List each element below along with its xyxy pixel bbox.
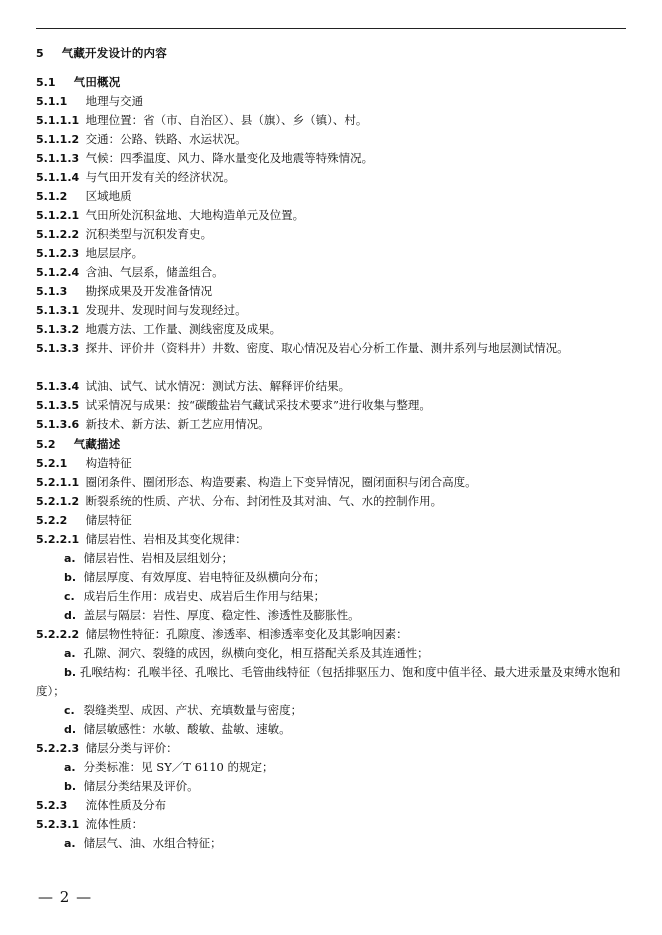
clause bbox=[36, 301, 628, 320]
clause-number: 5.1.3.3 bbox=[36, 342, 80, 355]
clause bbox=[36, 492, 628, 511]
clause bbox=[36, 320, 628, 339]
clause-text: 新技术、新方法、新工艺应用情况。 bbox=[85, 417, 270, 431]
clause-text: 储层岩性、岩相及其变化规律： bbox=[85, 532, 247, 546]
subsection-number: 5.2.2 bbox=[36, 514, 68, 527]
subsection-title: 地理与交通 bbox=[85, 94, 144, 108]
subsection-number: 5.1.1 bbox=[36, 95, 68, 108]
clause-text: 交通：公路、铁路、水运状况。 bbox=[85, 132, 247, 146]
chapter-title: 气藏开发设计的内容 bbox=[61, 46, 167, 60]
clause bbox=[36, 111, 628, 130]
clause bbox=[36, 339, 628, 358]
clause-text: 含油、气层系，储盖组合。 bbox=[85, 265, 224, 279]
clause-text: 与气田开发有关的经济状况。 bbox=[85, 170, 236, 184]
clause-text: 试油、试气、试水情况：测试方法、解释评价结果。 bbox=[85, 379, 351, 393]
list-item bbox=[36, 663, 628, 701]
clause-number: 5.1.3.4 bbox=[36, 380, 80, 393]
list-item bbox=[64, 758, 624, 777]
clause-text: 气田所处沉积盆地、大地构造单元及位置。 bbox=[85, 208, 305, 222]
clause-number: 5.1.1.4 bbox=[36, 171, 80, 184]
clause bbox=[36, 473, 628, 492]
subsection-heading bbox=[36, 796, 628, 815]
clause-text: 探井、评价井（资料井）井数、密度、取心情况及岩心分析工作量、测井系列与地层测试情况。 bbox=[85, 341, 569, 355]
section-heading bbox=[36, 435, 628, 454]
subsection-number: 5.1.2 bbox=[36, 190, 68, 203]
subsection-heading bbox=[36, 187, 628, 206]
list-letter: b. bbox=[64, 666, 77, 679]
clause-number: 5.2.1.2 bbox=[36, 495, 80, 508]
clause bbox=[36, 625, 628, 644]
chapter-heading bbox=[36, 44, 628, 63]
list-text: 盖层与隔层：岩性、厚度、稳定性、渗透性及膨胀性。 bbox=[83, 608, 360, 622]
clause-text: 发现井、发现时间与发现经过。 bbox=[85, 303, 247, 317]
clause-number: 5.2.2.1 bbox=[36, 533, 80, 546]
list-text: 孔隙、洞穴、裂缝的成因，纵横向变化，相互搭配关系及其连通性； bbox=[83, 646, 429, 660]
list-item bbox=[64, 834, 624, 853]
list-item bbox=[64, 606, 624, 625]
clause bbox=[36, 739, 628, 758]
subsection-number: 5.1.3 bbox=[36, 285, 68, 298]
clause bbox=[36, 168, 628, 187]
clause-text: 地震方法、工作量、测线密度及成果。 bbox=[85, 322, 282, 336]
clause-number: 5.1.2.2 bbox=[36, 228, 80, 241]
clause bbox=[36, 377, 628, 396]
clause-text: 断裂系统的性质、产状、分布、封闭性及其对油、气、水的控制作用。 bbox=[85, 494, 443, 508]
clause-text: 地层层序。 bbox=[85, 246, 144, 260]
clause bbox=[36, 263, 628, 282]
clause-number: 5.1.3.1 bbox=[36, 304, 80, 317]
clause-number: 5.1.3.5 bbox=[36, 399, 80, 412]
list-letter: a. bbox=[64, 761, 76, 774]
subsection-title: 勘探成果及开发准备情况 bbox=[85, 284, 213, 298]
section-number: 5.1 bbox=[36, 76, 56, 89]
list-letter: d. bbox=[64, 609, 77, 622]
clause bbox=[36, 149, 628, 168]
list-letter: c. bbox=[64, 704, 75, 717]
subsection-title: 构造特征 bbox=[85, 456, 132, 470]
clause-text: 圈闭条件、圈闭形态、构造要素、构造上下变异情况，圈闭面积与闭合高度。 bbox=[85, 475, 477, 489]
list-item bbox=[64, 720, 624, 739]
clause-number: 5.2.2.3 bbox=[36, 742, 80, 755]
clause-text: 地理位置：省（市、自治区）、县（旗）、乡（镇）、村。 bbox=[85, 113, 368, 127]
clause-number: 5.1.1.1 bbox=[36, 114, 80, 127]
list-letter: b. bbox=[64, 780, 77, 793]
subsection-heading bbox=[36, 511, 628, 530]
list-item bbox=[64, 587, 624, 606]
clause-text: 储层物性特征：孔隙度、渗透率、相渗透率变化及其影响因素： bbox=[85, 627, 408, 641]
subsection-number: 5.2.1 bbox=[36, 457, 68, 470]
subsection-heading bbox=[36, 92, 628, 111]
page-number: — 2 — bbox=[38, 888, 93, 906]
clause bbox=[36, 130, 628, 149]
clause-number: 5.1.2.4 bbox=[36, 266, 80, 279]
list-item bbox=[64, 549, 624, 568]
section-number: 5.2 bbox=[36, 438, 56, 451]
list-text: 储层气、油、水组合特征； bbox=[83, 836, 222, 850]
clause-number: 5.2.1.1 bbox=[36, 476, 80, 489]
list-text: 孔喉结构：孔喉半径、孔喉比、毛管曲线特征（包括排驱压力、饱和度中值半径、最大进汞量及束缚水饱和度）； bbox=[36, 665, 621, 698]
list-letter: c. bbox=[64, 590, 75, 603]
clause-text: 沉积类型与沉积发育史。 bbox=[85, 227, 213, 241]
clause-number: 5.2.2.2 bbox=[36, 628, 80, 641]
subsection-number: 5.2.3 bbox=[36, 799, 68, 812]
clause bbox=[36, 206, 628, 225]
list-letter: a. bbox=[64, 647, 76, 660]
list-item bbox=[64, 777, 624, 796]
clause-text: 储层分类与评价： bbox=[85, 741, 178, 755]
list-item bbox=[64, 701, 624, 720]
clause bbox=[36, 415, 628, 434]
clause bbox=[36, 530, 628, 549]
list-item bbox=[64, 644, 624, 663]
list-text: 储层敏感性：水敏、酸敏、盐敏、速敏。 bbox=[83, 722, 291, 736]
list-text: 储层厚度、有效厚度、岩电特征及纵横向分布； bbox=[83, 570, 326, 584]
list-text: 储层分类结果及评价。 bbox=[83, 779, 199, 793]
subsection-title: 流体性质及分布 bbox=[85, 798, 167, 812]
clause-number: 5.1.1.3 bbox=[36, 152, 80, 165]
section-heading bbox=[36, 73, 628, 92]
clause bbox=[36, 225, 628, 244]
clause-number: 5.1.2.1 bbox=[36, 209, 80, 222]
subsection-heading bbox=[36, 282, 628, 301]
clause-text: 试采情况与成果：按“碳酸盐岩气藏试采技术要求”进行收集与整理。 bbox=[85, 398, 431, 412]
list-letter: a. bbox=[64, 837, 76, 850]
list-letter: d. bbox=[64, 723, 77, 736]
clause-number: 5.1.2.3 bbox=[36, 247, 80, 260]
clause bbox=[36, 396, 628, 415]
clause-number: 5.1.3.2 bbox=[36, 323, 80, 336]
section-title: 气藏描述 bbox=[73, 437, 121, 451]
subsection-title: 区域地质 bbox=[85, 189, 132, 203]
list-item bbox=[64, 568, 624, 587]
clause bbox=[36, 815, 628, 834]
chapter-number: 5 bbox=[36, 47, 44, 60]
clause-number: 5.1.3.6 bbox=[36, 418, 80, 431]
clause-text: 流体性质： bbox=[85, 817, 144, 831]
list-text: 裂缝类型、成因、产状、充填数量与密度； bbox=[83, 703, 303, 717]
list-text: 成岩后生作用：成岩史、成岩后生作用与结果； bbox=[83, 589, 326, 603]
clause-text: 气候：四季温度、风力、降水量变化及地震等特殊情况。 bbox=[85, 151, 374, 165]
list-letter: a. bbox=[64, 552, 76, 565]
clause-number: 5.1.1.2 bbox=[36, 133, 80, 146]
subsection-title: 储层特征 bbox=[85, 513, 132, 527]
section-title: 气田概况 bbox=[73, 75, 121, 89]
subsection-heading bbox=[36, 454, 628, 473]
list-letter: b. bbox=[64, 571, 77, 584]
clause bbox=[36, 244, 628, 263]
list-text: 储层岩性、岩相及层组划分； bbox=[83, 551, 234, 565]
list-text: 分类标准：见 SY／T 6110 的规定； bbox=[83, 760, 274, 774]
clause-number: 5.2.3.1 bbox=[36, 818, 80, 831]
